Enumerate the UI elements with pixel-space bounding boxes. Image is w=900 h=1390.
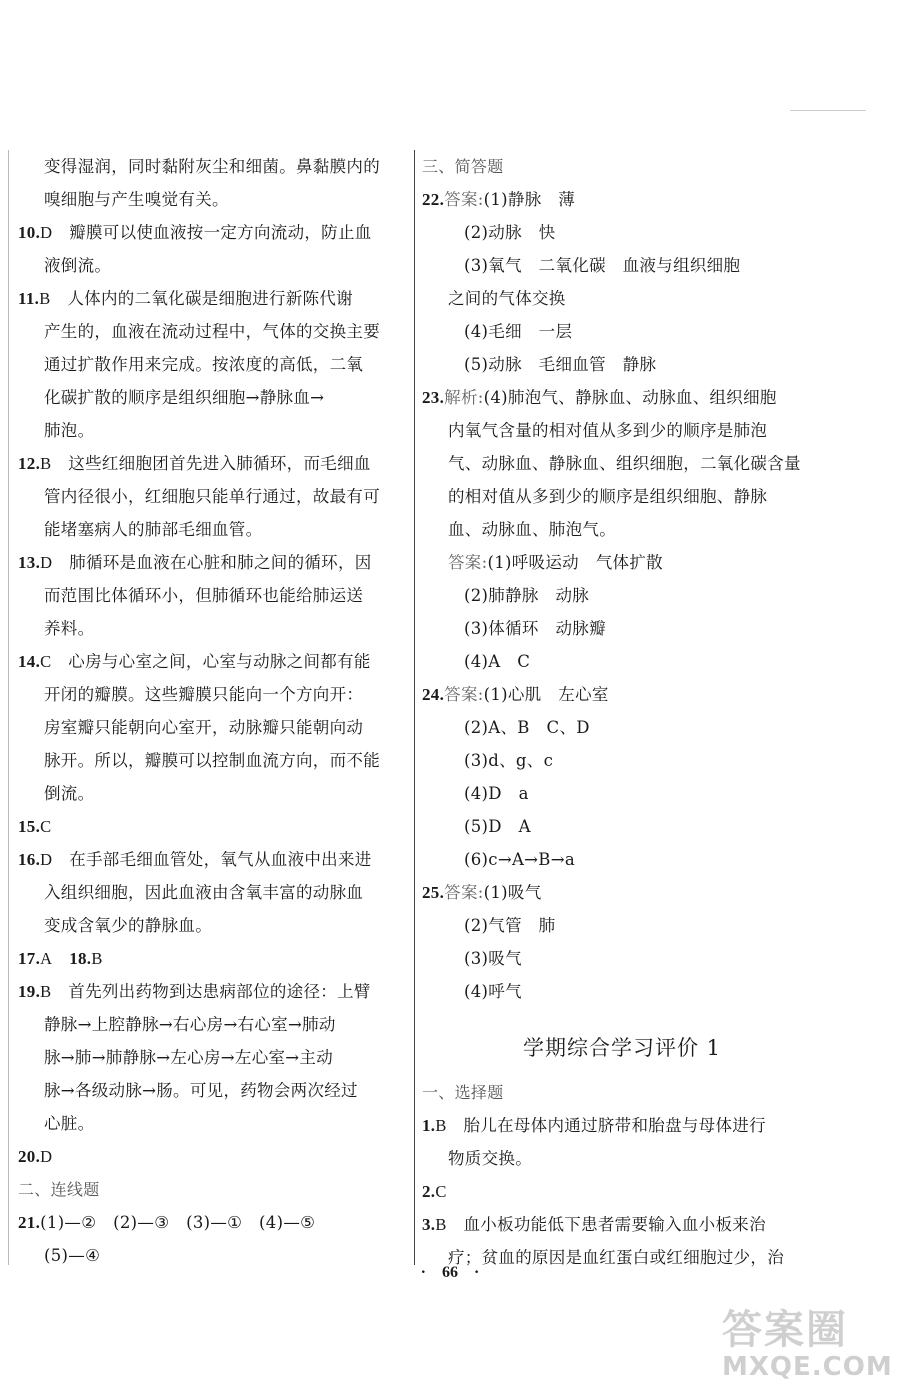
question-number: 22.	[422, 190, 445, 209]
question-number: 11.	[18, 289, 40, 308]
text-line	[18, 1074, 410, 1107]
text-line	[422, 513, 822, 546]
text-line	[18, 744, 410, 777]
watermark-logo	[722, 1308, 892, 1386]
line-text: (1)呼吸运动 气体扩散	[487, 553, 663, 572]
line-text: 人体内的二氧化碳是细胞进行新陈代谢	[67, 289, 353, 308]
line-text: 脉→肺→肺静脉→左心房→左心室→主动	[44, 1048, 334, 1067]
text-line	[422, 249, 822, 282]
top-rule	[790, 110, 866, 111]
line-text: 能堵塞病人的肺部毛细血管。	[44, 520, 263, 539]
text-line	[18, 711, 410, 744]
question-number: 2.	[422, 1182, 436, 1201]
column-divider	[414, 150, 415, 1265]
question-item	[422, 381, 822, 414]
line-text: 嗅细胞与产生嗅觉有关。	[44, 190, 229, 209]
question-item	[18, 645, 410, 678]
question-number: 23.	[422, 388, 445, 407]
question-number: 14.	[18, 652, 41, 671]
line-text: (5)D A	[464, 817, 531, 836]
text-line	[18, 348, 410, 381]
line-text: (2)气管 肺	[464, 916, 556, 935]
text-line	[422, 315, 822, 348]
line-text: (1)心肌 左心室	[483, 685, 609, 704]
section-heading: 二、连线题	[18, 1180, 100, 1199]
question-number: 20.	[18, 1147, 41, 1166]
answer-letter: B	[40, 454, 52, 473]
answer-letter: B	[39, 289, 51, 308]
question-number: 25.	[422, 883, 445, 902]
text-line	[422, 348, 822, 381]
question-number: 10.	[18, 223, 41, 242]
line-text: (2)A、B C、D	[464, 718, 590, 737]
line-text: 变得湿润，同时黏附灰尘和细菌。鼻黏膜内的	[44, 157, 380, 176]
answer-letter: B	[40, 982, 52, 1001]
text-line	[18, 513, 410, 546]
question-item	[422, 1109, 822, 1142]
text-line	[18, 381, 410, 414]
line-text: (1)吸气	[483, 883, 542, 902]
line-text: 化碳扩散的顺序是组织细胞→静脉血→	[44, 388, 325, 407]
line-text: 瓣膜可以使血液按一定方向流动，防止血	[69, 223, 372, 242]
line-text: 开闭的瓣膜。这些瓣膜只能向一个方向开：	[44, 685, 364, 704]
line-text: 脉开。所以，瓣膜可以控制血流方向，而不能	[44, 751, 380, 770]
line-text: 房室瓣只能朝向心室开，动脉瓣只能朝向动	[44, 718, 364, 737]
answer-tag: 解析:	[444, 388, 484, 407]
text-line	[422, 975, 822, 1008]
line-text: 首先列出药物到达患病部位的途径：上臂	[68, 982, 371, 1001]
text-line	[422, 447, 822, 480]
text-line	[18, 480, 410, 513]
line-text: (2)肺静脉 动脉	[464, 586, 590, 605]
text-line	[422, 777, 822, 810]
line-text: 疗；贫血的原因是血红蛋白或红细胞过少，治	[448, 1248, 784, 1267]
line-text: 通过扩散作用来完成。按浓度的高低，二氧	[44, 355, 364, 374]
question-item	[422, 183, 822, 216]
answer-letter: A	[40, 949, 53, 968]
text-line	[422, 711, 822, 744]
question-item	[18, 1140, 410, 1173]
answer-tag: 答案:	[444, 685, 484, 704]
line-text: (1)静脉 薄	[483, 190, 576, 209]
question-item	[18, 216, 410, 249]
line-text: 管内径很小，红细胞只能单行通过，故最有可	[44, 487, 380, 506]
line-text: 在手部毛细血管处，氧气从血液中出来进	[69, 850, 372, 869]
line-text: 养料。	[44, 619, 95, 638]
line-text: 倒流。	[44, 784, 95, 803]
line-text: (6)c→A→B→a	[464, 850, 575, 869]
left-margin-rule	[8, 150, 9, 1265]
answer-letter: D	[40, 553, 53, 572]
answer-letter: B	[435, 1215, 447, 1234]
text-line	[18, 1107, 410, 1140]
question-item	[18, 447, 410, 480]
line-text: (3)体循环 动脉瓣	[464, 619, 606, 638]
line-text: 之间的气体交换	[448, 289, 566, 308]
question-number: 15.	[18, 817, 41, 836]
line-text: (4)肺泡气、静脉血、动脉血、组织细胞	[483, 388, 777, 407]
text-line	[422, 1142, 822, 1175]
question-item	[18, 810, 410, 843]
page-number: · 66 ·	[420, 1264, 480, 1281]
answer-letter: C	[40, 817, 52, 836]
line-text: 血小板功能低下患者需要输入血小板来治	[463, 1215, 766, 1234]
text-line	[18, 315, 410, 348]
question-item	[18, 975, 410, 1008]
answer-letter: B	[435, 1116, 447, 1135]
question-item	[18, 1206, 410, 1239]
text-line	[422, 480, 822, 513]
text-line	[18, 414, 410, 447]
text-line	[18, 579, 410, 612]
question-item	[422, 876, 822, 909]
line-text: (4)呼气	[464, 982, 522, 1001]
line-text: (3)d、g、c	[464, 751, 554, 770]
question-item	[18, 546, 410, 579]
text-line	[422, 546, 822, 579]
line-text: 的相对值从多到少的顺序是组织细胞、静脉	[448, 487, 768, 506]
answer-letter: C	[435, 1182, 447, 1201]
text-line	[422, 843, 822, 876]
section-heading: 三、简答题	[422, 157, 504, 176]
text-line	[18, 876, 410, 909]
text-line	[422, 645, 822, 678]
line-text: (1)—② (2)—③ (3)—① (4)—⑤	[40, 1213, 316, 1232]
line-text: 肺泡。	[44, 421, 95, 440]
line-text: (3)氧气 二氧化碳 血液与组织细胞	[464, 256, 741, 275]
line-text: 内氧气含量的相对值从多到少的顺序是肺泡	[448, 421, 768, 440]
question-item	[18, 942, 410, 975]
answer-tag: 答案:	[448, 553, 488, 572]
question-number: 18.	[69, 949, 92, 968]
text-line	[422, 282, 822, 315]
line-text: (4)A C	[464, 652, 531, 671]
right-column	[422, 150, 822, 1274]
question-item	[422, 678, 822, 711]
text-line	[18, 1041, 410, 1074]
question-number: 13.	[18, 553, 41, 572]
text-line	[18, 777, 410, 810]
text-line	[422, 414, 822, 447]
answer-letter: B	[91, 949, 103, 968]
answer-letter: D	[40, 850, 53, 869]
question-item	[422, 1208, 822, 1241]
answer-letter: D	[40, 223, 53, 242]
line-text: 而范围比体循环小，但肺循环也能给肺运送	[44, 586, 364, 605]
question-item	[18, 282, 410, 315]
answer-tag: 答案:	[444, 883, 484, 902]
text-line	[18, 909, 410, 942]
text-line	[422, 942, 822, 975]
answer-tag: 答案:	[444, 190, 484, 209]
text-line	[422, 909, 822, 942]
question-item	[422, 1175, 822, 1208]
section-title: 学期综合学习评价 1	[522, 1036, 722, 1060]
answer-letter: D	[40, 1147, 53, 1166]
line-text: (5)动脉 毛细血管 静脉	[464, 355, 657, 374]
left-column	[18, 150, 410, 1272]
line-text: 液倒流。	[44, 256, 112, 275]
line-text: (3)吸气	[464, 949, 522, 968]
text-line	[18, 150, 410, 183]
watermark-line2: MXQE.COM	[722, 1352, 893, 1382]
question-number: 17.	[18, 949, 41, 968]
line-text: (4)D a	[464, 784, 529, 803]
text-line	[18, 183, 410, 216]
answer-letter: C	[40, 652, 52, 671]
line-text: 脉→各级动脉→肠。可见，药物会两次经过	[44, 1081, 358, 1100]
watermark-line1: 答案圈	[722, 1307, 848, 1353]
line-text: 入组织细胞，因此血液由含氧丰富的动脉血	[44, 883, 364, 902]
question-number: 3.	[422, 1215, 436, 1234]
question-number: 21.	[18, 1213, 41, 1232]
line-text: 静脉→上腔静脉→右心房→右心室→肺动	[44, 1015, 336, 1034]
line-text: 胎儿在母体内通过脐带和胎盘与母体进行	[463, 1116, 766, 1135]
text-line	[422, 810, 822, 843]
question-number: 16.	[18, 850, 41, 869]
line-text: 变成含氧少的静脉血。	[44, 916, 212, 935]
line-text: 产生的，血液在流动过程中，气体的交换主要	[44, 322, 380, 341]
text-line	[422, 579, 822, 612]
question-number: 1.	[422, 1116, 436, 1135]
text-line	[422, 612, 822, 645]
line-text: 心房与心室之间，心室与动脉之间都有能	[68, 652, 371, 671]
text-line	[18, 249, 410, 282]
question-number: 24.	[422, 685, 445, 704]
line-text: (2)动脉 快	[464, 223, 556, 242]
section-heading: 一、选择题	[422, 1083, 504, 1102]
line-text: 气、动脉血、静脉血、组织细胞，二氧化碳含量	[448, 454, 801, 473]
line-text: 心脏。	[44, 1114, 95, 1133]
text-line	[422, 216, 822, 249]
line-text: 物质交换。	[448, 1149, 532, 1168]
question-number: 19.	[18, 982, 41, 1001]
line-text: 血、动脉血、肺泡气。	[448, 520, 616, 539]
text-line	[18, 612, 410, 645]
text-line	[18, 678, 410, 711]
line-text: 这些红细胞团首先进入肺循环，而毛细血	[68, 454, 371, 473]
question-number: 12.	[18, 454, 41, 473]
line-text: (5)—④	[44, 1246, 101, 1265]
line-text: 肺循环是血液在心脏和肺之间的循环，因	[69, 553, 372, 572]
text-line	[422, 744, 822, 777]
line-text: (4)毛细 一层	[464, 322, 573, 341]
text-line	[18, 1008, 410, 1041]
question-item	[18, 843, 410, 876]
